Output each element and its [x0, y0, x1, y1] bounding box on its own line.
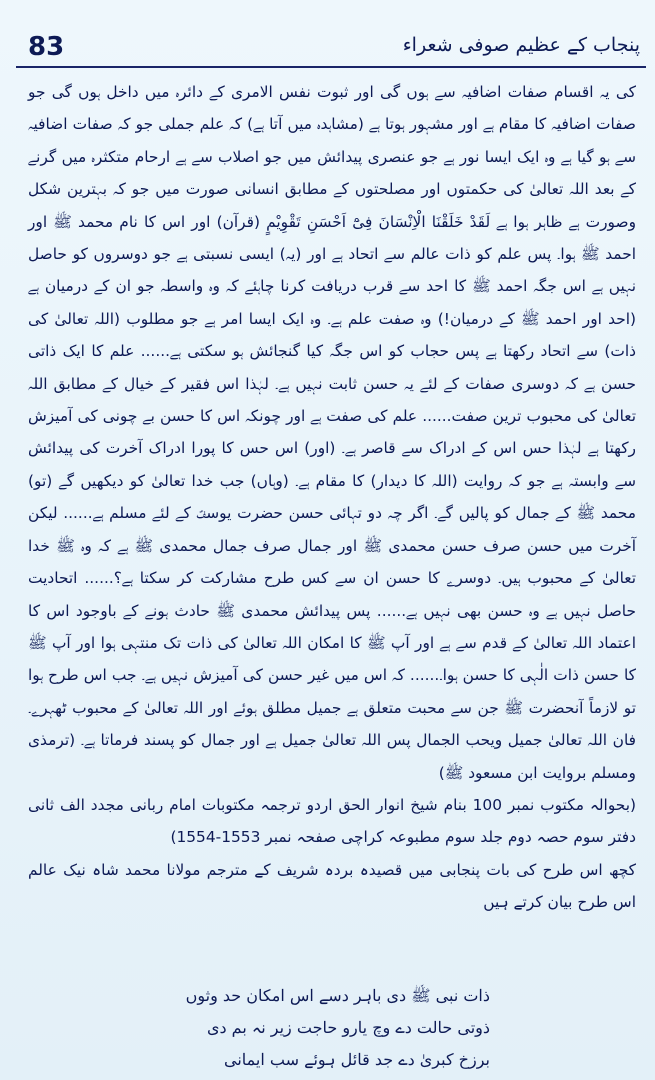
intro-paragraph: کچھ اس طرح کی بات پنجابی میں قصیدہ بردہ شریف کے مترجم مولانا محمد شاہ نیک عالم اس طرح بیان کرتے ہیں: [28, 860, 636, 912]
verse-block: [150, 980, 490, 1076]
page-number: 83: [28, 32, 65, 62]
reference-note: (بحوالہ مکتوب نمبر 100 بنام شیخ انوار الحق اردو ترجمہ مکتوبات امام ربانی مجدد الف ثانی دفتر سوم حصہ دوم جلد سوم مطبوعہ کراچی صفحہ نمبر 1553-1554): [28, 795, 636, 847]
running-title: پنجاب کے عظیم صوفی شعراء: [402, 34, 640, 56]
header-rule: [16, 66, 646, 68]
verse-line: برزخ کبریٰ دے جد قائل ہوئے سب ایمانی: [223, 1050, 490, 1069]
body-text: [28, 76, 636, 919]
main-paragraph: کی یہ اقسام صفات اضافیہ سے ہوں گی اور ثبوت نفس الامری کے دائرہ میں داخل ہوں گی جو صفات اضافیہ کا مقام ہے اور مشہور ہوتا ہے (مشاہدہ میں آتا ہے) کہ علم جملی جو کہ صفات اضافیہ سے ہو گیا ہے وہ ایک ایسا نور ہے جو عنصری پیدائش میں جو اصلاب سے ہے ارحام متکثرہ میں گرنے کے بعد اللہ تعالیٰ کی حکمتوں اور مصلحتوں کے مطابق انسانی صورت میں جو کہ بہترین شکل وصورت ہے ظاہر ہوا ہے لَقَدْ خَلَقْنَا الْاِنْسَانَ فِیْٓ اَحْسَنِ تَقْوِیْمٍ (قرآن) اور اس کا نام محمد ﷺ اور احمد ﷺ ہوا۔ پس علم کو ذات عالم سے اتحاد ہے اور (یہ) ایسی نسبتی ہے جو دوسروں کو حاصل نہیں ہے اس جگہ احمد ﷺ کا احد سے قرب دریافت کرنا چاہئے کہ وہ واسطہ جو ان کے درمیان ہے (احد اور احمد ﷺ کے درمیان!) وہ صفت علم ہے۔ وہ ایک ایسا امر ہے جو مطلوب (اللہ تعالیٰ کی ذات) سے اتحاد رکھتا ہے پس حجاب کو اس جگہ کیا گنجائش ہو سکتی ہے...... علم کا ایک ذاتی حسن ہے کہ دوسری صفات کے لئے یہ حسن ثابت نہیں ہے۔ لہٰذا اس فقیر کے خیال کے مطابق اللہ تعالیٰ کی محبوب ترین صفت...... علم کی صفت ہے اور چونکہ اس کا حسن بے چونی کی آمیزش رکھتا ہے لہٰذا حس اس کے ادراک سے قاصر ہے۔ (اور) اس حس کا پورا ادراک آخرت کی پیدائش سے وابستہ ہے جو کہ روایت (اللہ کا دیدار) کا مقام ہے۔ (وہاں) جب خدا تعالیٰ کو دیکھیں گے (تو) محمد ﷺ کے جمال کو پالیں گے۔ اگر چہ دو تہائی حسن حضرت یوسفؑ کے لئے مسلم ہے...... لیکن آخرت میں حسن صرف حسن محمدی ﷺ اور جمال صرف جمال محمدی ﷺ ہے کہ وہ ﷺ خدا تعالیٰ کے محبوب ہیں۔ دوسرے کا حسن ان سے کس طرح مشارکت کر سکتا ہے؟...... اتحادیت حاصل نہیں ہے وہ حسن بھی نہیں ہے...... پس پیدائش محمدی ﷺ حادث ہونے کے باوجود اس کا اعتماد اللہ تعالیٰ کے قدم سے ہے اور آپ ﷺ کا امکان اللہ تعالیٰ کی ذات تک منتہی ہوا اور آپ ﷺ کا حسن ذات الٰہی کا حسن ہوا۔...... کہ اس میں غیر حسن کی آمیزش نہیں ہے۔ جب اس طرح ہوا تو لازماً آنحضرت ﷺ جن سے محبت متعلق ہے جمیل مطلق ہوئے اور اللہ تعالیٰ کے محبوب ٹھہرے۔ فان اللہ تعالیٰ جمیل ویحب الجمال پس اللہ تعالیٰ جمیل ہے اور جمال کو پسند فرماتا ہے۔ (ترمذی ومسلم بروایت ابن مسعود ﷺ): [28, 83, 636, 782]
verse-line: ذوتی حالت دے وچ یارو حاجت زیر نہ بم دی: [206, 1018, 490, 1037]
page-header: [16, 30, 646, 64]
verse-line: ذات نبی ﷺ دی باہر دسے اس امکان حد وثوں: [185, 986, 490, 1005]
